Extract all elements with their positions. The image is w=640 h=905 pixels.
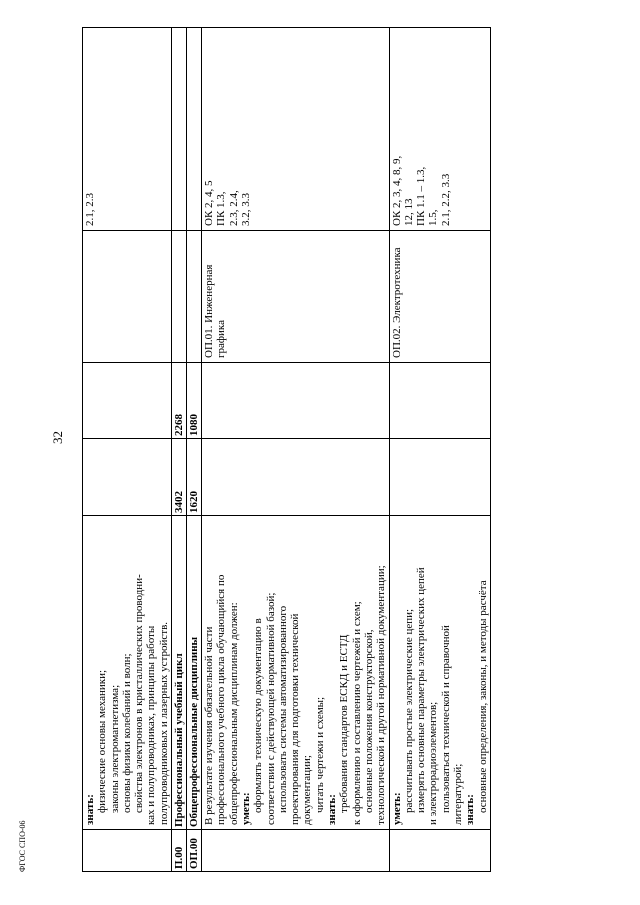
discipline-name: ОП.02. Электротехника <box>389 231 490 363</box>
list-item: основные определения, законы, и методы расчёта <box>476 580 489 813</box>
competency-code: 2.1, 2.2, 3.3 <box>439 173 452 226</box>
intro-line: общепрофессиональным дисциплинам должен: <box>227 602 240 825</box>
section-title: Профессиональный учебный цикл <box>172 516 187 830</box>
table-row-op00 <box>187 28 202 872</box>
hours-max-cell: 1620 <box>187 439 202 516</box>
list-item: литературой; <box>452 763 465 825</box>
list-item: рассчитывать простые электрические цепи; <box>402 608 415 813</box>
discipline-cell <box>172 231 187 363</box>
intro-line: профессионального учебного цикла обучающийся по <box>215 574 228 825</box>
competency-code: ПК 1.1 – 1.3, <box>415 166 428 226</box>
table-row-op01 <box>202 28 389 872</box>
list-item: читать чертежи и схемы; <box>313 696 326 813</box>
list-item: основные положения конструкторской, <box>362 629 375 813</box>
list-item: физические основы механики; <box>96 669 109 813</box>
list-item: полупроводниковых и лазерных устройств. <box>157 621 170 825</box>
curriculum-table <box>82 27 491 872</box>
competency-code: 2.3, 2.4, <box>227 190 240 226</box>
list-item: свойства электронов в кристаллических проводни- <box>133 574 146 813</box>
footer-stamp: ФГОС СПО-06 <box>18 820 27 872</box>
hours-max-cell <box>202 439 389 516</box>
competency-cell <box>187 28 202 231</box>
list-item: и электрорадиоэлементов; <box>427 701 440 825</box>
competency-code: ОК 2, 3, 4, 8, 9, <box>390 155 403 226</box>
discipline-cell <box>187 231 202 363</box>
content-cell <box>389 516 490 830</box>
list-item: законы электромагнетизма; <box>108 684 121 813</box>
list-item: требования стандартов ЕСКД и ЕСТД <box>338 634 351 813</box>
hours-class-cell <box>83 363 172 439</box>
competency-code: 3.2, 3.3 <box>239 193 252 226</box>
hours-class-cell: 1080 <box>187 363 202 439</box>
list-item: документации; <box>301 755 314 825</box>
content-cell <box>83 516 172 830</box>
discipline-name: ОП.01. Инженерная графика <box>202 231 389 363</box>
list-item: соответствии с действующей нормативной базой; <box>264 592 277 825</box>
list-item: измерять основные параметры электрических цепей <box>415 567 428 813</box>
znat-label: знать: <box>464 794 477 825</box>
code-cell <box>202 830 389 872</box>
content-cell <box>202 516 389 830</box>
code-cell: ОП.00 <box>187 830 202 872</box>
table-row-op02 <box>389 28 490 872</box>
competency-code: ПК 1.3, <box>215 191 228 226</box>
list-item: технологической и другой нормативной документации; <box>375 565 388 825</box>
list-item: ках и полупроводниках, принципы работы <box>145 625 158 825</box>
list-item: проектирования для подготовки технической <box>289 613 302 825</box>
code-cell: П.00 <box>172 830 187 872</box>
hours-max-cell <box>83 439 172 516</box>
list-item: к оформлению и составлению чертежей и схем; <box>350 601 363 825</box>
list-item: основы физики колебаний и волн; <box>120 653 133 813</box>
discipline-cell <box>83 231 172 363</box>
umet-label: уметь: <box>239 792 252 825</box>
section-title: Общепрофессиональные дисциплины <box>187 516 202 830</box>
competency-code: 12, 13 <box>402 198 415 226</box>
hours-class-cell <box>389 363 490 439</box>
page-number: 32 <box>50 431 65 444</box>
list-item: оформлять техническую документацию в <box>252 618 265 813</box>
competency-cell: 2.1, 2.3 <box>83 28 172 231</box>
table-row-physics <box>83 28 172 872</box>
hours-max-cell: 3402 <box>172 439 187 516</box>
rotated-page <box>82 28 612 872</box>
znat-label: знать: <box>84 794 96 825</box>
code-cell <box>83 830 172 872</box>
hours-class-cell <box>202 363 389 439</box>
table-row-p00 <box>172 28 187 872</box>
competency-code: ОК 2, 4, 5 <box>203 180 216 226</box>
list-item: пользоваться технической и справочной <box>439 625 452 813</box>
hours-class-cell: 2268 <box>172 363 187 439</box>
competency-cell <box>389 28 490 231</box>
competency-code: 1.5, <box>427 209 440 226</box>
umet-label: уметь: <box>390 792 403 825</box>
hours-max-cell <box>389 439 490 516</box>
znat-label: знать: <box>326 794 339 825</box>
intro-line: В результате изучения обязательной части <box>203 626 216 825</box>
competency-cell <box>172 28 187 231</box>
code-cell <box>389 830 490 872</box>
competency-cell <box>202 28 389 231</box>
list-item: использовать системы автоматизированного <box>276 605 289 813</box>
